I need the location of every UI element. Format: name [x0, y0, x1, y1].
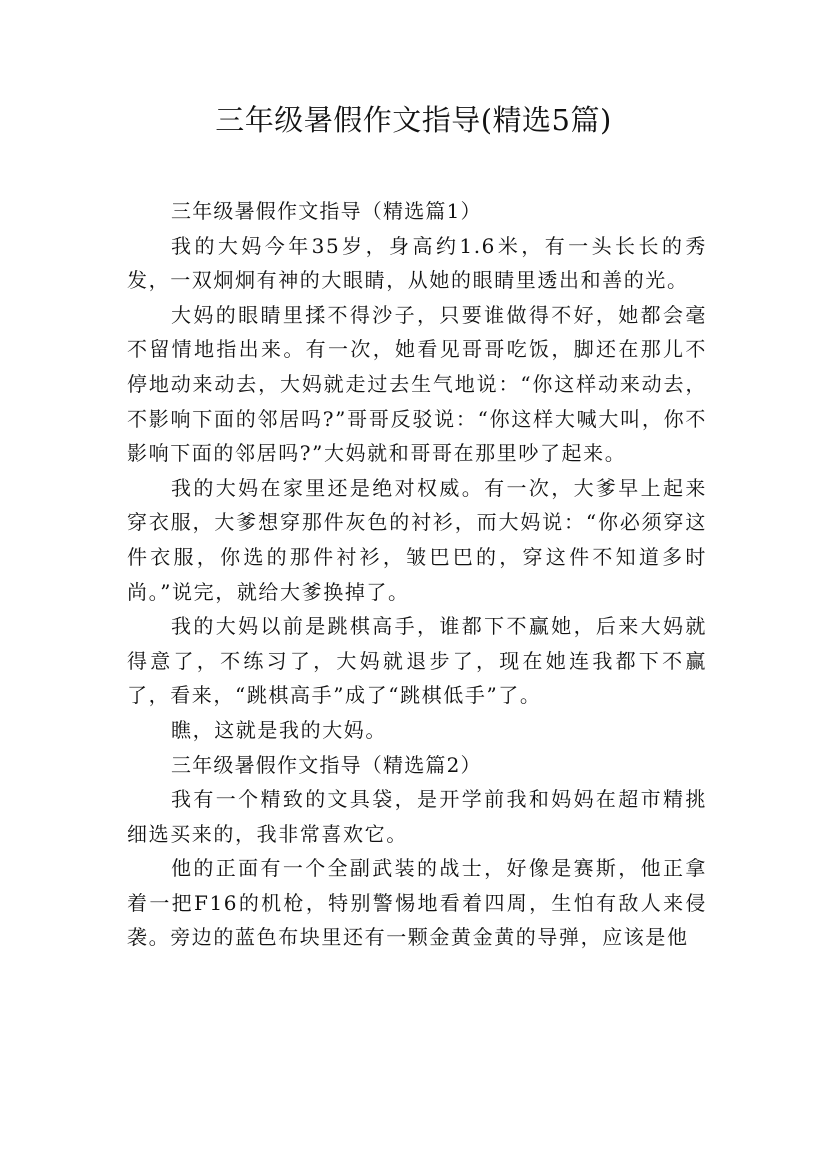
- document-body: [127, 194, 707, 955]
- paragraph: 瞧，这就是我的大妈。: [171, 717, 387, 742]
- section-heading: 三年级暑假作文指导（精选篇2）: [171, 752, 482, 777]
- section-heading: 三年级暑假作文指导（精选篇1）: [171, 199, 482, 223]
- paragraph: 我有一个精致的文具袋，是开学前我和妈妈在超市精挑细选买来的，我非常喜欢它。: [127, 787, 707, 846]
- paragraph: 他的正面有一个全副武装的战士，好像是赛斯，他正拿着一把F16的机枪，特别警惕地看着四周，生怕有敌人来侵袭。旁边的蓝色布块里还有一颗金黄金黄的导弹，应该是他: [127, 856, 707, 950]
- document-title: 三年级暑假作文指导(精选5篇): [215, 103, 612, 137]
- paragraph: 大妈的眼睛里揉不得沙子，只要谁做得不好，她都会毫不留情地指出来。有一次，她看见哥哥吃饭，脚还在那儿不停地动来动去，大妈就走过去生气地说：“你这样动来动去，不影响下面的邻居吗?”哥哥反驳说：“你这样大喊大叫，你不影响下面的邻居吗?”大妈就和哥哥在那里吵了起来。: [127, 302, 707, 466]
- paragraph: 我的大妈今年35岁，身高约1.6米，有一头长长的秀发，一双炯炯有神的大眼睛，从她的眼睛里透出和善的光。: [127, 233, 707, 293]
- paragraph: 我的大妈以前是跳棋高手，谁都下不赢她，后来大妈就得意了，不练习了，大妈就退步了，现在她连我都下不赢了，看来，“跳棋高手”成了“跳棋低手”了。: [127, 614, 707, 708]
- paragraph: 我的大妈在家里还是绝对权威。有一次，大爹早上起来穿衣服，大爹想穿那件灰色的衬衫，而大妈说：“你必须穿这件衣服，你选的那件衬衫，皱巴巴的，穿这件不知道多时尚。”说完，就给大爹换掉了。: [127, 475, 707, 604]
